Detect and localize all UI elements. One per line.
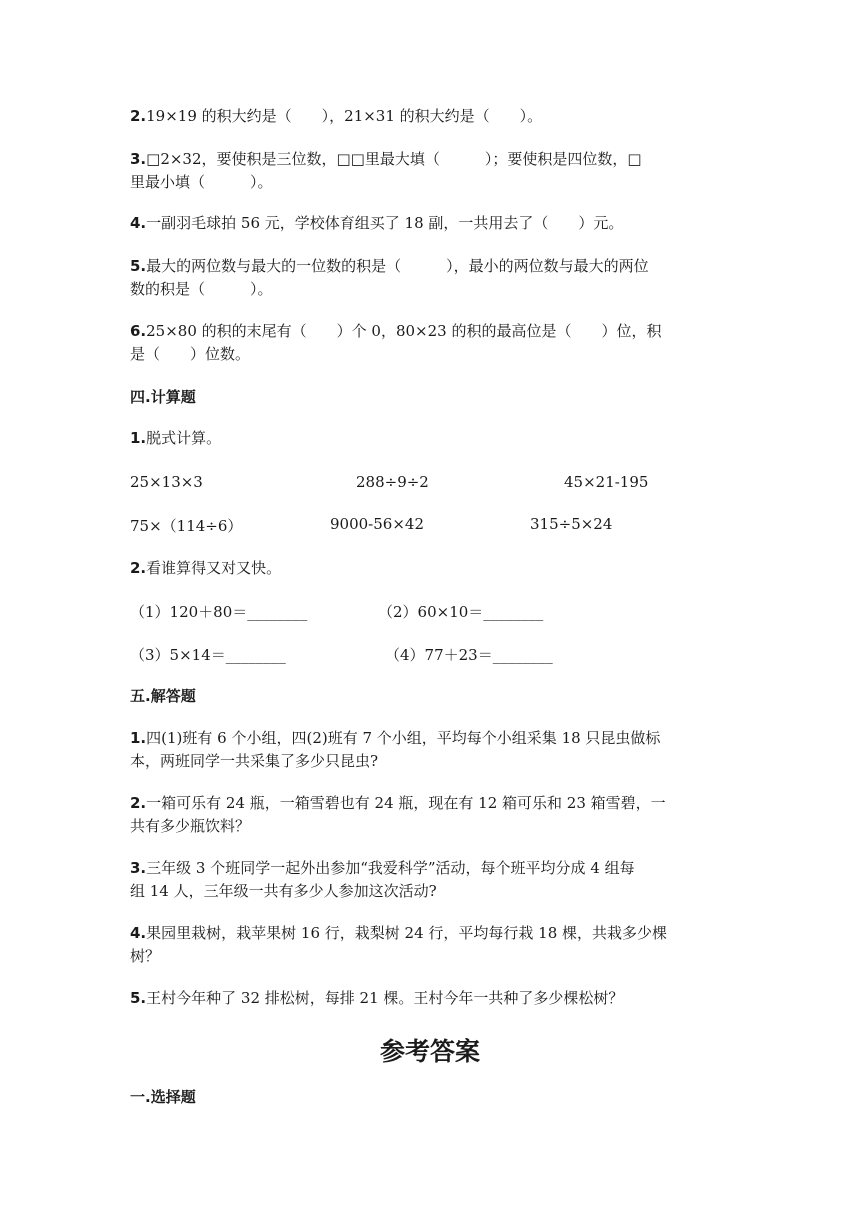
- question-5-1-cont: [130, 751, 378, 771]
- quick-calc-item: （3）5×14＝________: [130, 646, 286, 664]
- question-3-4: [130, 213, 623, 233]
- quick-calc-item: （1）120＋80＝________: [130, 603, 308, 621]
- section-heading-4: 四.计算题: [130, 388, 196, 406]
- section-heading-5: 五.解答题: [130, 687, 196, 705]
- question-text: 共有多少瓶饮料？: [130, 817, 251, 835]
- question-4-2: [130, 558, 281, 578]
- question-text: 一副羽毛球拍 56 元，学校体育组买了 18 副，一共用去了（ ）元。: [146, 214, 624, 232]
- quick-calc-item: （4）77＋23＝________: [385, 646, 553, 664]
- question-text: 脱式计算。: [146, 429, 222, 447]
- question-text: 看谁算得又对又快。: [146, 559, 282, 577]
- calc-expression: 288÷9÷2: [356, 473, 429, 491]
- question-number: 4.: [130, 214, 147, 232]
- question-text: 19×19 的积大约是（ ），21×31 的积大约是（ ）。: [146, 107, 543, 125]
- calc-expression: 25×13×3: [130, 473, 203, 491]
- question-number: 4.: [130, 924, 147, 942]
- question-4-1: [130, 428, 221, 448]
- answer-key-title: 参考答案: [379, 1037, 480, 1066]
- calc-expression: 75×（114÷6）: [130, 517, 243, 535]
- question-5-2: [130, 793, 666, 813]
- question-number: 2.: [130, 559, 147, 577]
- calc-expression: 9000-56×42: [330, 515, 424, 533]
- question-number: 1.: [130, 729, 147, 747]
- question-text: 王村今年种了 32 排松树，每排 21 棵。王村今年一共种了多少棵松树？: [146, 989, 624, 1007]
- question-5-1: [130, 728, 660, 748]
- question-5-3: [130, 858, 635, 878]
- question-text: □2×32，要使积是三位数，□□里最大填（ ）；要使积是四位数，□: [146, 150, 642, 168]
- question-5-2-cont: [130, 816, 250, 836]
- question-5-4: [130, 923, 667, 943]
- question-text: 果园里栽树，栽苹果树 16 行，栽梨树 24 行，平均每行栽 18 棵，共栽多少棵: [146, 924, 668, 942]
- question-3-5-cont: [130, 279, 273, 299]
- question-number: 3.: [130, 859, 147, 877]
- calc-expression: 315÷5×24: [530, 515, 613, 533]
- question-number: 1.: [130, 429, 147, 447]
- question-3-3: [130, 149, 642, 169]
- question-text: 25×80 的积的末尾有（ ）个 0，80×23 的积的最高位是（ ）位，积: [146, 322, 662, 340]
- question-number: 2.: [130, 107, 147, 125]
- question-text: 树？: [130, 947, 161, 965]
- question-5-4-cont: [130, 946, 160, 966]
- question-text: 本，两班同学一共采集了多少只昆虫?: [130, 752, 379, 770]
- question-text: 里最小填（ ）。: [130, 173, 273, 191]
- question-text: 四(1)班有 6 个小组，四(2)班有 7 个小组，平均每个小组采集 18 只昆虫做标: [146, 729, 661, 747]
- question-text: 三年级 3 个班同学一起外出参加“我爱科学”活动，每个班平均分成 4 组每: [146, 859, 635, 877]
- question-3-2: [130, 106, 542, 126]
- question-3-6-cont: [130, 344, 250, 364]
- question-3-6: [130, 321, 661, 341]
- question-number: 5.: [130, 989, 147, 1007]
- answer-section-heading-1: 一.选择题: [130, 1088, 196, 1106]
- question-text: 组 14 人，三年级一共有多少人参加这次活动?: [130, 882, 437, 900]
- question-number: 2.: [130, 794, 147, 812]
- question-3-3-cont: [130, 172, 273, 192]
- calc-expression: 45×21-195: [564, 473, 649, 491]
- question-text: 最大的两位数与最大的一位数的积是（ ），最小的两位数与最大的两位: [146, 257, 649, 275]
- question-number: 6.: [130, 322, 147, 340]
- question-5-5: [130, 988, 623, 1008]
- question-text: 是（ ）位数。: [130, 345, 251, 363]
- question-number: 5.: [130, 257, 147, 275]
- question-5-3-cont: [130, 881, 437, 901]
- quick-calc-item: （2）60×10＝________: [378, 603, 544, 621]
- question-text: 数的积是（ ）。: [130, 280, 273, 298]
- question-text: 一箱可乐有 24 瓶，一箱雪碧也有 24 瓶，现在有 12 箱可乐和 23 箱雪碧，一: [146, 794, 666, 812]
- question-number: 3.: [130, 150, 147, 168]
- question-3-5: [130, 256, 649, 276]
